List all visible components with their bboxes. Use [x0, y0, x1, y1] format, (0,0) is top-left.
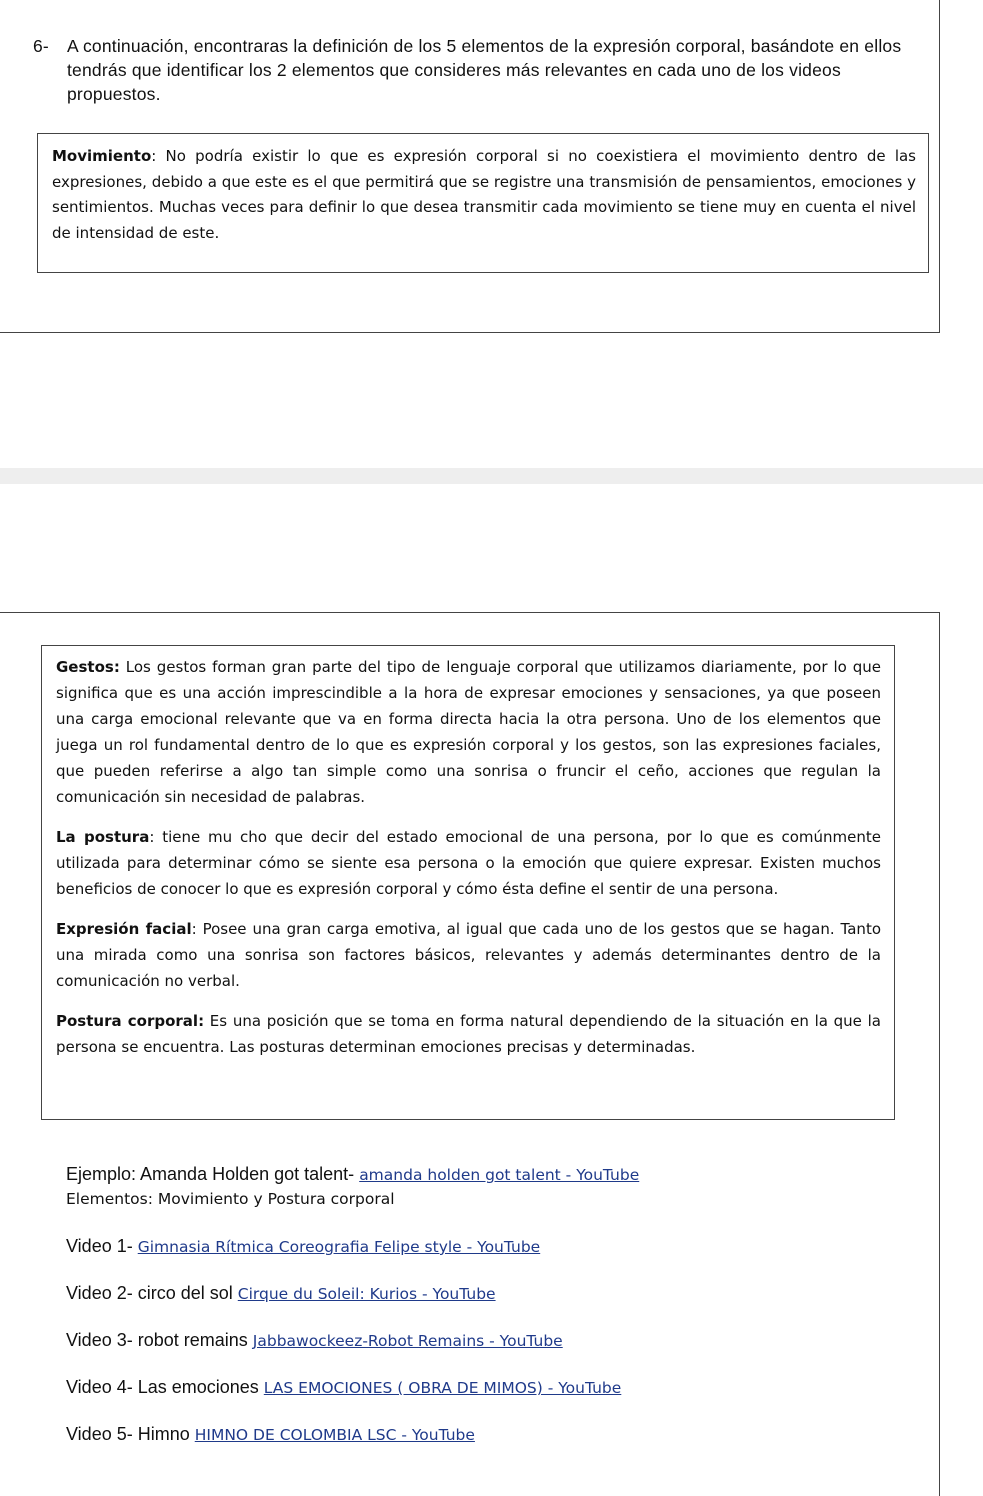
video-4-link[interactable]: LAS EMOCIONES ( OBRA DE MIMOS) - YouTube [263, 1379, 622, 1397]
video-3-line [66, 1328, 563, 1353]
question-6 [33, 34, 933, 106]
term-postura: La postura [56, 828, 150, 846]
term-expresion-facial: Expresión facial [56, 920, 192, 938]
page-separator [0, 468, 983, 484]
video-4-label: Video 4- Las emociones [66, 1377, 264, 1397]
term-gestos: Gestos: [56, 658, 120, 676]
definition-expresion-facial: : Posee una gran carga emotiva, al igual que cada uno de los gestos que se hagan. Tanto una mirada como una sonrisa son factores básicos, relevantes y además determinantes dentro de la comunicación no verbal. [56, 920, 881, 990]
term-postura-corporal: Postura corporal: [56, 1012, 205, 1030]
definition-postura-corporal: Es una posición que se toma en forma natural dependiendo de la situación en la que la persona se encuentra. Las posturas determinan emociones precisas y determinadas. [56, 1012, 881, 1056]
example-link[interactable]: amanda holden got talent - YouTube [359, 1166, 640, 1184]
video-3-label: Video 3- robot remains [66, 1330, 253, 1350]
question-text: A continuación, encontraras la definición de los 5 elementos de la expresión corporal, basándote en ellos tendrás que identificar los 2 elementos que consideres más relevantes en cada uno de los videos propuestos. [67, 36, 902, 104]
video-2-link[interactable]: Cirque du Soleil: Kurios - YouTube [237, 1285, 496, 1303]
video-1-line [66, 1234, 540, 1259]
video-2-line [66, 1281, 496, 1306]
video-4-line [66, 1375, 621, 1400]
video-5-line [66, 1422, 475, 1447]
video-2-label: Video 2- circo del sol [66, 1283, 238, 1303]
video-3-link[interactable]: Jabbawockeez-Robot Remains - YouTube [252, 1332, 563, 1350]
video-5-label: Video 5- Himno [66, 1424, 195, 1444]
question-number: 6- [33, 36, 49, 56]
example-label: Ejemplo: Amanda Holden got talent- [66, 1164, 360, 1184]
definitions-box [41, 645, 895, 1120]
term-movimiento: Movimiento [52, 147, 152, 165]
definition-box-movimiento [37, 133, 929, 273]
video-5-link[interactable]: HIMNO DE COLOMBIA LSC - YouTube [194, 1426, 475, 1444]
paragraph-gestos [56, 654, 881, 810]
example-elements: Elementos: Movimiento y Postura corporal [66, 1190, 395, 1208]
video-1-label: Video 1- [66, 1236, 138, 1256]
paragraph-postura [56, 824, 881, 902]
definition-postura: : tiene mu cho que decir del estado emocional de una persona, por lo que es comúnmente utilizada para determinar cómo se siente esa persona o la emoción que quiere expresar. Existen muchos beneficios de conocer lo que es expresión corporal y cómo ésta define el sentir de una persona. [56, 828, 881, 898]
paragraph-expresion-facial [56, 916, 881, 994]
definition-movimiento: : No podría existir lo que es expresión corporal si no coexistiera el movimiento dentro de las expresiones, debido a que este es el que permitirá que se registre una transmisión de pensamientos, emociones y sentimientos. Muchas veces para definir lo que desea transmitir cada movimiento se tiene muy en cuenta el nivel de intensidad de este. [52, 147, 916, 243]
paragraph-postura-corporal [56, 1008, 881, 1060]
definition-gestos: Los gestos forman gran parte del tipo de lenguaje corporal que utilizamos diariamente, por lo que significa que es una acción imprescindible a la hora de expresar emociones y sensaciones, ya que poseen una carga emocional relevante que va en forma directa hacia la otra persona. Uno de los elementos que juega un rol fundamental dentro de lo que es expresión corporal y los gestos, son las expresiones faciales, que pueden referirse a algo tan simple como una sonrisa o fruncir el ceño, acciones que regulan la comunicación sin necesidad de palabras. [56, 658, 881, 806]
example-line [66, 1161, 639, 1188]
video-1-link[interactable]: Gimnasia Rítmica Coreografia Felipe style - YouTube [137, 1238, 541, 1256]
